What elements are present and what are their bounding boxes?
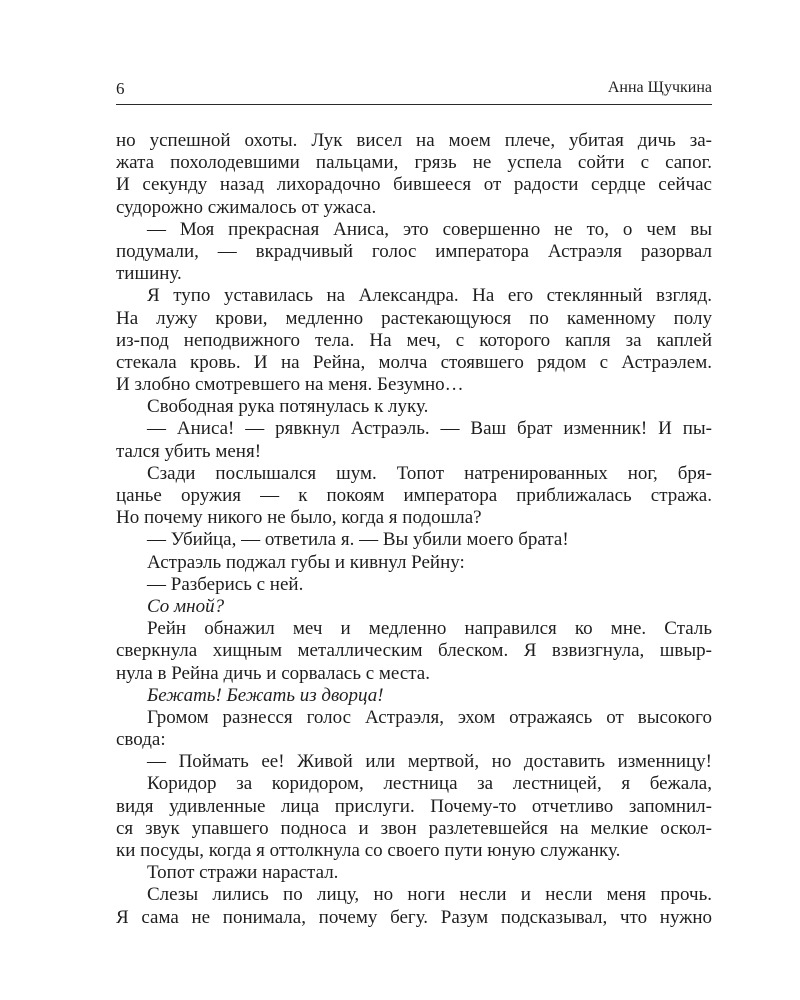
text-line: ки посуды, когда я оттолкнула со своего пути юную служанку. <box>116 840 621 861</box>
text-line: но успешной охоты. Лук висел на моем плече, убитая дичь за- <box>116 130 712 151</box>
text-line: тался убить меня! <box>116 440 262 462</box>
text-line: видя удивленные лица прислуги. Почему-то отчетливо запомнил- <box>116 795 712 817</box>
text-line: ся звук упавшего подноса и звон разлетевшейся на мелкие оскол- <box>116 817 712 839</box>
text-line: И секунду назад лихорадочно бившееся от радости сердце сейчас <box>116 174 712 196</box>
text-line: нула в Рейна дичь и сорвалась с места. <box>116 662 430 684</box>
running-head-author: Анна Щучкина <box>607 79 712 96</box>
text-line: Слезы лились по лицу, но ноги несли и несли меня прочь. <box>147 884 712 906</box>
text-line: Я сама не понимала, почему бегу. Разум подсказывал, что нужно <box>116 906 712 928</box>
text-line: цанье оружия — к покоям императора приближалась стража. <box>116 485 712 506</box>
text-line: Но почему никого не было, когда я подошла? <box>116 507 482 529</box>
text-line: Я тупо уставилась на Александра. На его стеклянный взгляд. <box>147 285 712 307</box>
text-line: Топот стражи нарастал. <box>147 862 339 884</box>
page-number: 6 <box>116 79 125 98</box>
header-rule <box>116 104 712 105</box>
text-line: Со мной? <box>147 595 225 617</box>
page-header <box>116 79 712 101</box>
text-line: На лужу крови, медленно растекающуюся по каменному полу <box>116 307 712 329</box>
text-line: — Аниса! — рявкнул Астраэль. — Ваш брат изменник! И пы- <box>147 418 712 440</box>
text-line: Громом разнесся голос Астраэля, эхом отражаясь от высокого <box>147 706 712 728</box>
text-line: Сзади послышался шум. Топот натренированных ног, бря- <box>147 462 712 484</box>
text-line: — Моя прекрасная Аниса, это совершенно не то, о чем вы <box>147 218 712 240</box>
text-line: тишину. <box>116 263 182 285</box>
text-line: жата похолодевшими пальцами, грязь не успела сойти с сапог. <box>116 152 712 174</box>
text-line: Бежать! Бежать из дворца! <box>147 684 384 706</box>
text-line: свода: <box>116 729 166 751</box>
text-line: Свободная рука потянулась к луку. <box>147 396 429 418</box>
text-line: Коридор за коридором, лестница за лестницей, я бежала, <box>147 773 712 795</box>
text-line: — Поймать ее! Живой или мертвой, но доставить изменницу! <box>147 751 712 773</box>
text-line: из-под неподвижного тела. На меч, с которого капля за каплей <box>116 329 712 351</box>
text-line: сверкнула хищным металлическим блеском. Я взвизгнула, швыр- <box>116 640 712 662</box>
text-line: Рейн обнажил меч и медленно направился ко мне. Сталь <box>147 618 712 640</box>
body-text <box>116 130 712 929</box>
text-line: И злобно смотревшего на меня. Безумно… <box>116 374 464 396</box>
text-line: подумали, — вкрадчивый голос императора Астраэля разорвал <box>116 240 712 262</box>
text-line: — Разберись с ней. <box>147 573 304 595</box>
text-line: судорожно сжималось от ужаса. <box>116 196 377 218</box>
text-line: стекала кровь. И на Рейна, молча стоявшего рядом с Астраэлем. <box>116 351 712 373</box>
text-line: Астраэль поджал губы и кивнул Рейну: <box>147 551 465 573</box>
text-line: — Убийца, — ответила я. — Вы убили моего брата! <box>147 529 569 551</box>
